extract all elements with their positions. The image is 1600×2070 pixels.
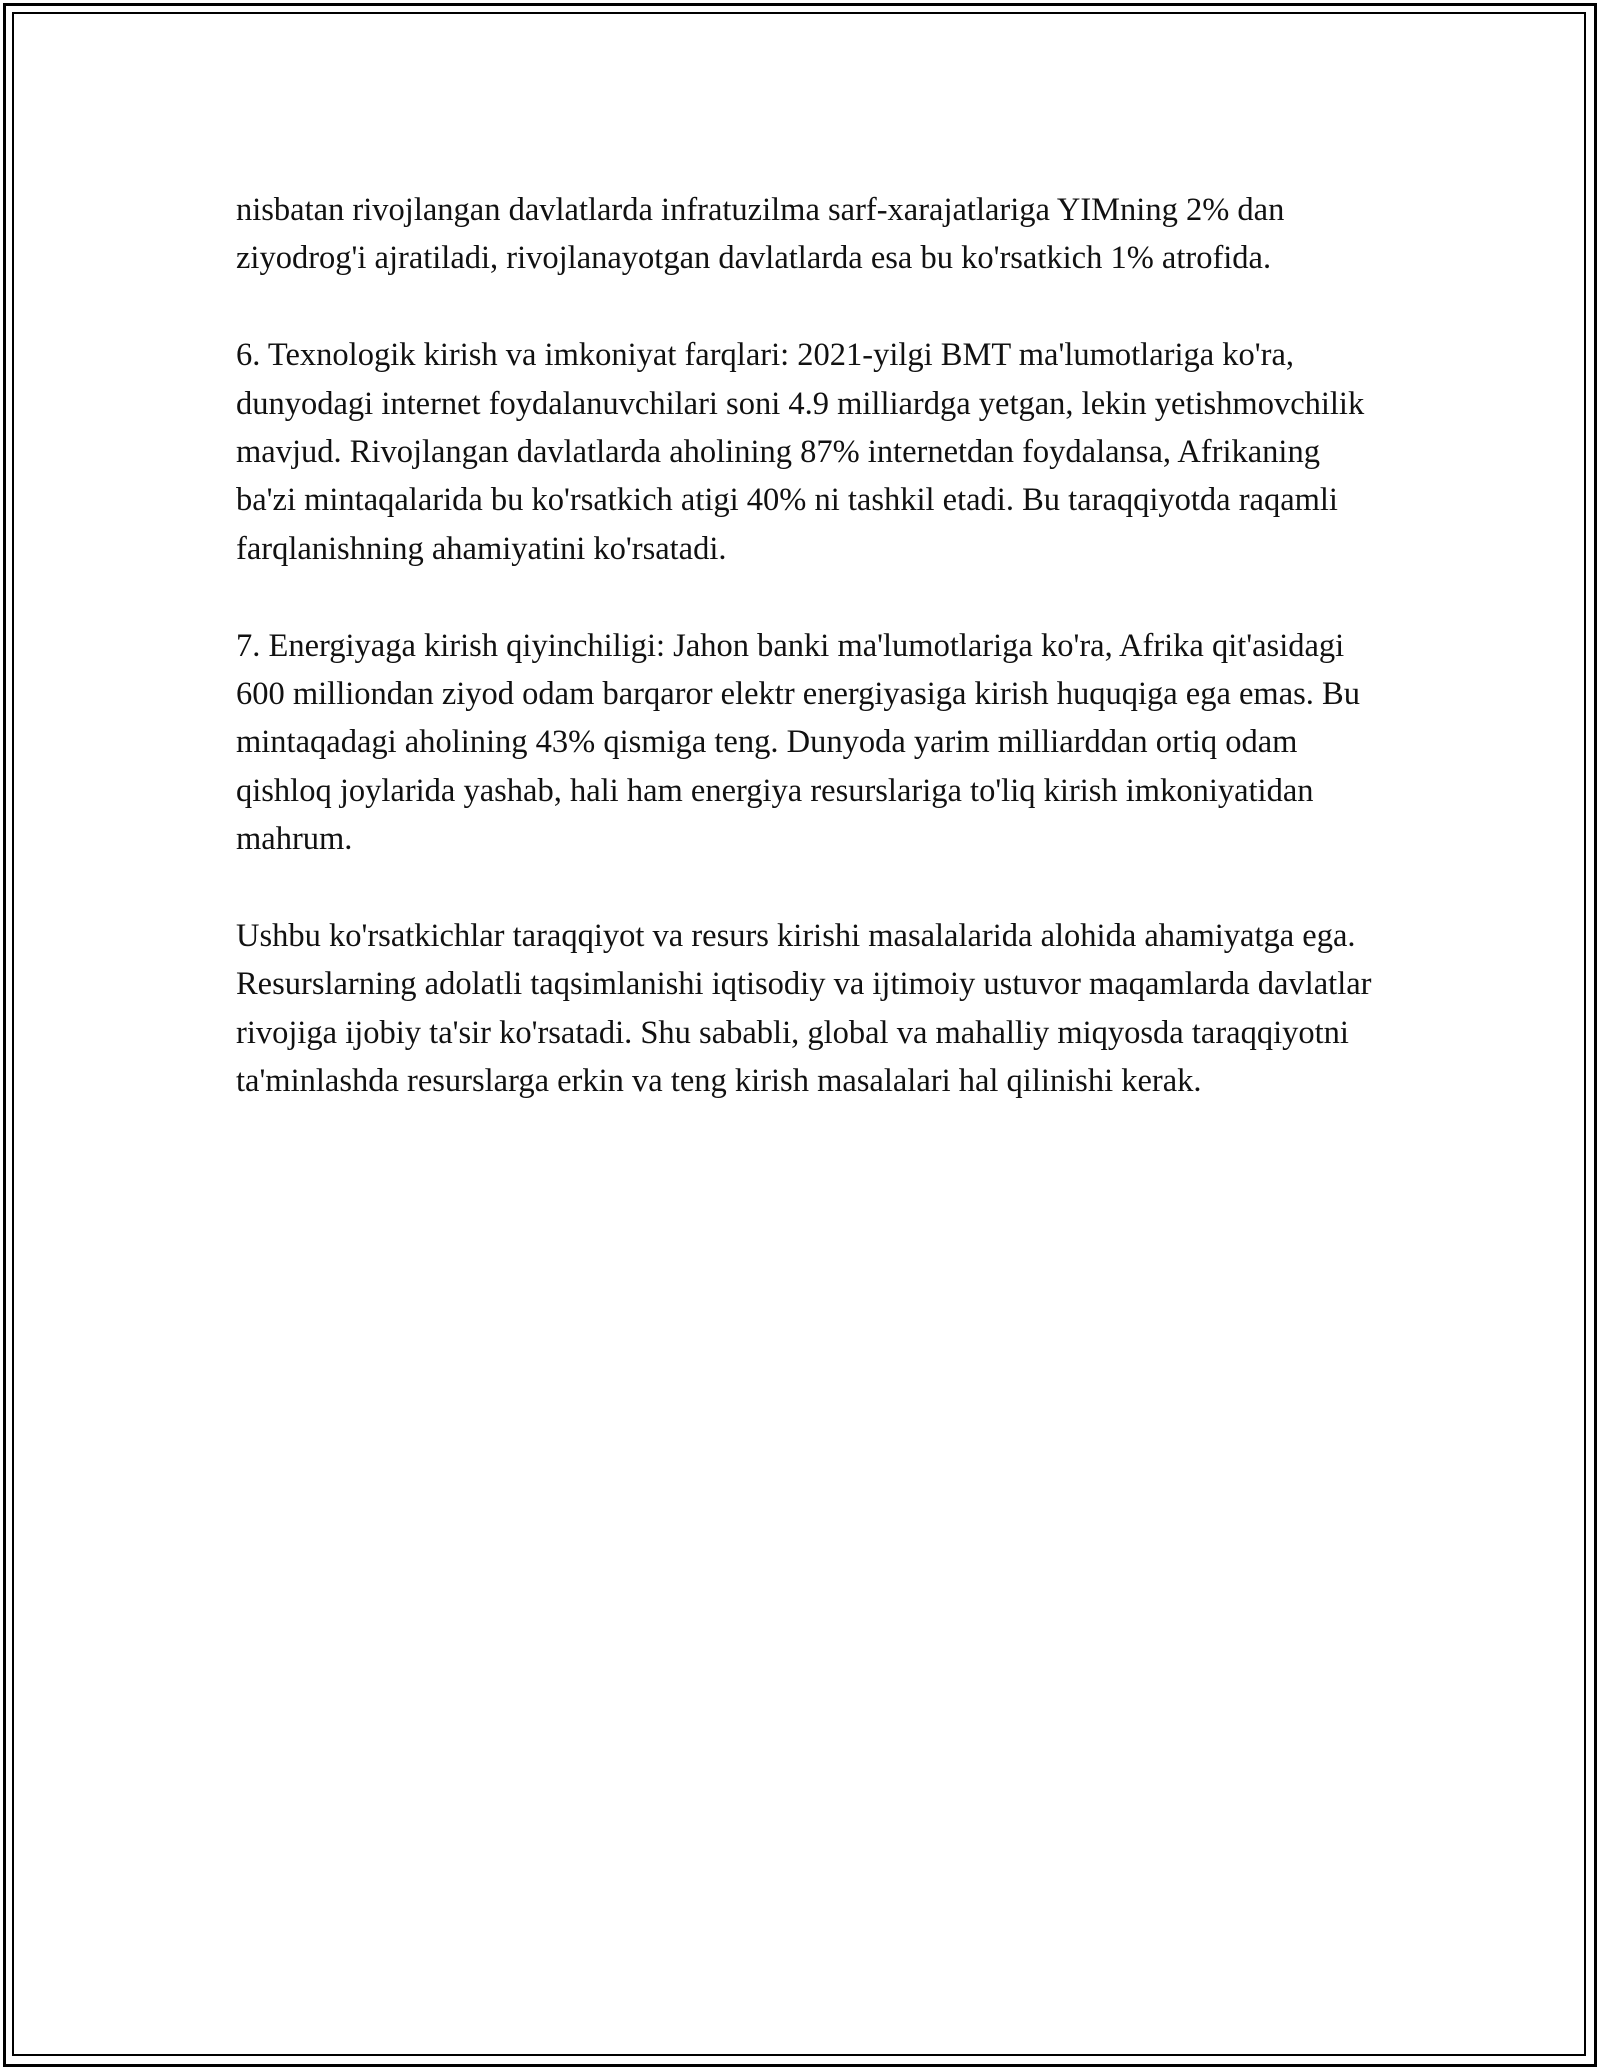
- paragraph-conclusion: Ushbu ko'rsatkichlar taraqqiyot va resurs kirishi masalalarida alohida ahamiyatga ega. Resurslarning adolatli taqsimlanishi iqtisodiy va ijtimoiy ustuvor maqamlarda davlatlar rivojiga ijobiy ta'sir ko'rsatadi. Shu sababli, global va mahalliy miqyosda taraqqiyotni ta'minlashda resurslarga erkin va teng kirish masalalari hal qilinishi kerak.: [236, 918, 1372, 1100]
- paragraph-technology-access: 6. Texnologik kirish va imkoniyat farqlari: 2021-yilgi BMT ma'lumotlariga ko'ra, dunyodagi internet foydalanuvchilari soni 4.9 milliardga yetgan, lekin yetishmovchilik mavjud. Rivojlangan davlatlarda aholining 87% internetdan foydalansa, Afrikaning ba'zi mintaqalarida bu ko'rsatkich atigi 40% ni tashkil etadi. Bu taraqqiyotda raqamli farqlanishning ahamiyatini ko'rsatadi.: [236, 337, 1365, 567]
- paragraph-infrastructure-continuation: nisbatan rivojlangan davlatlarda infratuzilma sarf-xarajatlariga YIMning 2% dan ziyodrog'i ajratiladi, rivojlanayotgan davlatlarda esa bu ko'rsatkich 1% atrofida.: [236, 192, 1285, 277]
- paragraph-energy-access: 7. Energiyaga kirish qiyinchiligi: Jahon banki ma'lumotlariga ko'ra, Afrika qit'asidagi 600 milliondan ziyod odam barqaror elektr energiyasiga kirish huquqiga ega emas. Bu mintaqadagi aholining 43% qismiga teng. Dunyoda yarim milliarddan ortiq odam qishloq joylarida yashab, hali ham energiya resurslariga to'liq kirish imkoniyatidan mahrum.: [236, 627, 1360, 858]
- document-body: [236, 186, 1376, 1106]
